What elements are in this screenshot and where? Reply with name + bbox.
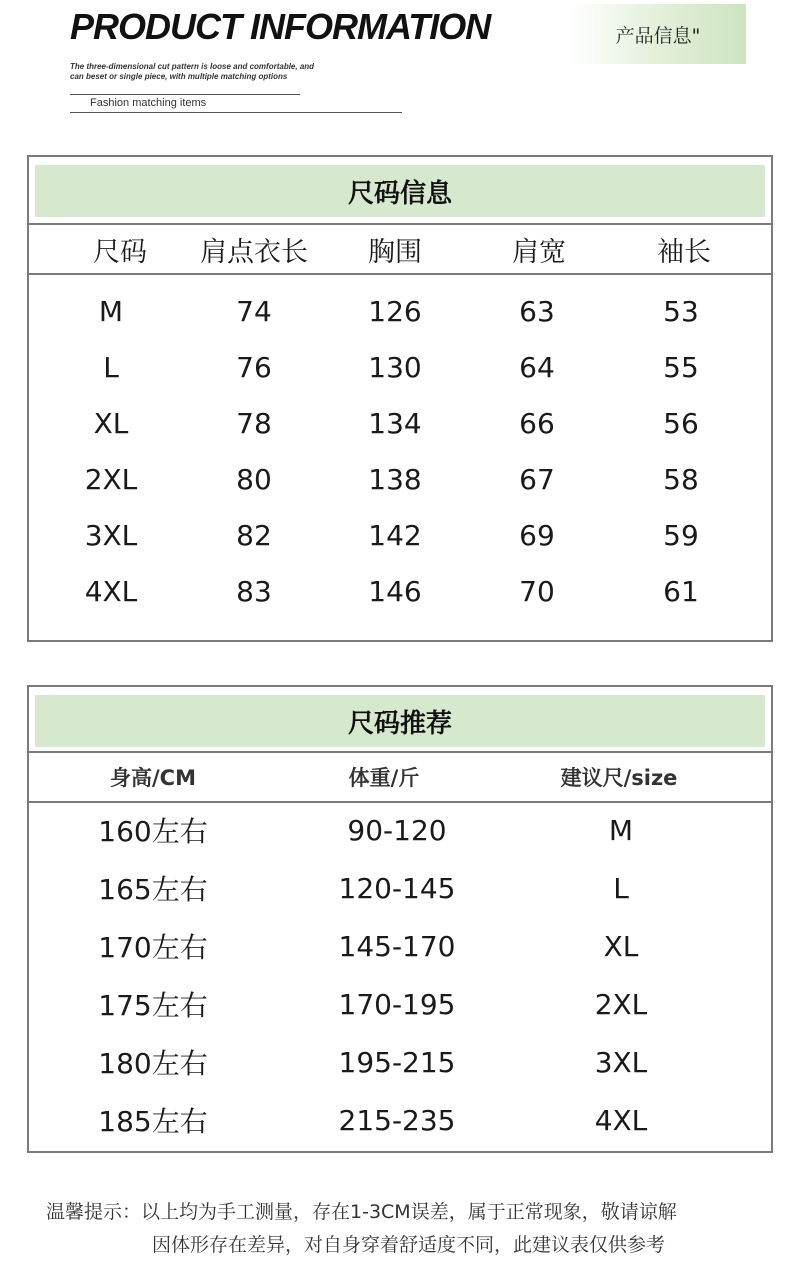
table-rule: [29, 801, 771, 803]
table-cell: XL: [93, 406, 129, 440]
table-row: [29, 864, 771, 912]
table-cell: 69: [519, 518, 555, 552]
header-subtitle: Fashion matching items: [90, 97, 207, 109]
table-cell: M: [98, 294, 124, 328]
table-cell: 2XL: [594, 987, 648, 1021]
table-cell: 55: [663, 350, 699, 384]
table-row: [29, 455, 771, 503]
table-cell: 3XL: [594, 1045, 648, 1079]
table-cell: 185左右: [98, 1105, 208, 1138]
table-cell: 76: [236, 350, 272, 384]
column-header: 建议尺/size: [560, 766, 678, 790]
table-row: [29, 922, 771, 970]
table-cell: 4XL: [594, 1103, 648, 1137]
table-cell: M: [608, 813, 634, 847]
table-cell: 160左右: [98, 815, 208, 848]
table-row: [29, 1096, 771, 1144]
table-cell: 63: [519, 294, 555, 328]
table-cell: 175左右: [98, 989, 208, 1022]
table-cell: 146: [368, 574, 422, 608]
size-info-table: [27, 155, 773, 642]
header-description: [70, 62, 390, 82]
column-header: 身高/CM: [110, 766, 196, 790]
table-rule: [29, 273, 771, 275]
table-row: [29, 399, 771, 447]
column-header: 肩点衣长: [200, 236, 308, 268]
table-cell: 170左右: [98, 931, 208, 964]
header-divider-bottom: [70, 112, 402, 113]
table-cell: 215-235: [338, 1103, 456, 1137]
table-cell: 180左右: [98, 1047, 208, 1080]
table-cell: 195-215: [338, 1045, 456, 1079]
table-cell: 126: [368, 294, 422, 328]
column-header: 体重/斤: [348, 766, 420, 790]
table-cell: 170-195: [338, 987, 456, 1021]
table-row: [29, 806, 771, 854]
table-cell: 2XL: [84, 462, 138, 496]
table-cell: 66: [519, 406, 555, 440]
table-cell: 59: [663, 518, 699, 552]
product-info-badge: 产品信息": [570, 4, 746, 64]
table-cell: 130: [368, 350, 422, 384]
column-header: 袖长: [657, 236, 711, 268]
table-row: [29, 567, 771, 615]
table-cell: 82: [236, 518, 272, 552]
header-description-line2: can beset or single piece, with multiple matching options: [70, 72, 288, 81]
table-cell: 74: [236, 294, 272, 328]
size-recommend-table: [27, 685, 773, 1153]
table-cell: 4XL: [84, 574, 138, 608]
table-cell: 64: [519, 350, 555, 384]
table-cell: 142: [368, 518, 422, 552]
header-description-line1: The three-dimensional cut pattern is loose and comfortable, and: [70, 62, 315, 71]
size-recommend-title: 尺码推荐: [35, 695, 765, 747]
table-cell: 165左右: [98, 873, 208, 906]
table-cell: XL: [603, 929, 639, 963]
table-row: [29, 343, 771, 391]
column-header: 尺码: [93, 236, 147, 268]
column-header: 肩宽: [512, 236, 566, 268]
table-cell: 3XL: [84, 518, 138, 552]
table-cell: 53: [663, 294, 699, 328]
table-row: [29, 980, 771, 1028]
column-header: 胸围: [368, 236, 422, 268]
size-info-title: 尺码信息: [35, 165, 765, 217]
table-cell: 56: [663, 406, 699, 440]
table-cell: 138: [368, 462, 422, 496]
table-cell: 58: [663, 462, 699, 496]
table-cell: 83: [236, 574, 272, 608]
table-cell: 80: [236, 462, 272, 496]
table-row: [29, 511, 771, 559]
notice-line1: 温馨提示：以上均为手工测量，存在1-3CM误差，属于正常现象，敬请谅解: [46, 1201, 677, 1223]
table-row: [29, 1038, 771, 1086]
table-cell: 134: [368, 406, 422, 440]
page-title: PRODUCT INFORMATION: [70, 6, 491, 47]
table-cell: 90-120: [347, 813, 447, 847]
table-cell: 145-170: [338, 929, 456, 963]
size-table-header-row: [29, 225, 771, 273]
table-cell: 120-145: [338, 871, 456, 905]
table-cell: 67: [519, 462, 555, 496]
header-divider-top: [70, 94, 300, 95]
table-cell: 61: [663, 574, 699, 608]
table-cell: 78: [236, 406, 272, 440]
table-cell: 70: [519, 574, 555, 608]
notice-line2: 因体形存在差异，对自身穿着舒适度不同，此建议表仅供参考: [152, 1234, 666, 1256]
recommend-table-header-row: [29, 753, 771, 801]
table-cell: L: [613, 871, 629, 905]
notice-text: [46, 1196, 766, 1262]
table-cell: L: [103, 350, 119, 384]
table-row: [29, 287, 771, 335]
